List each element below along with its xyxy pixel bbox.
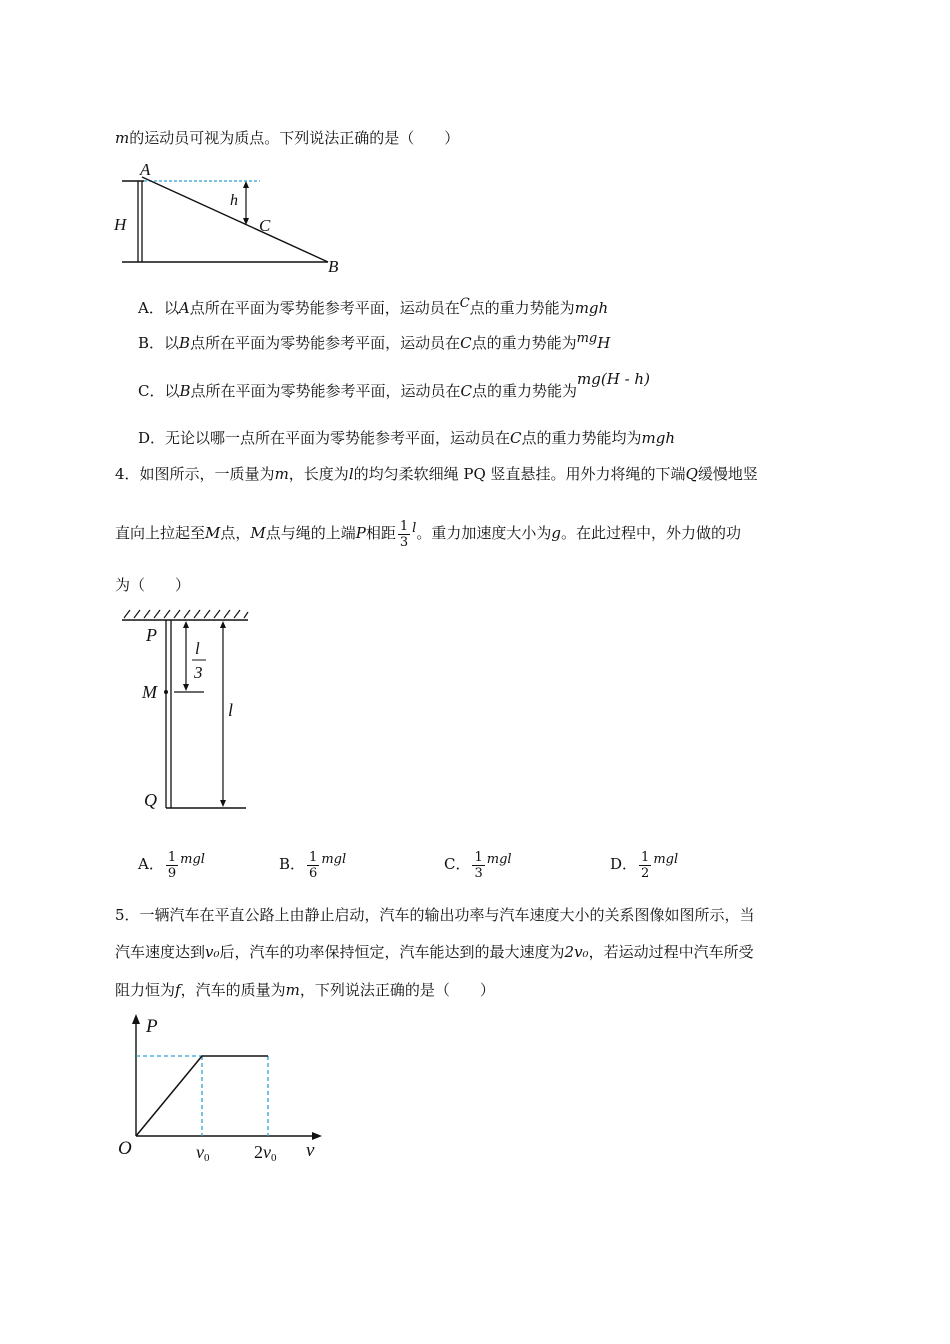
q3-figure xyxy=(110,158,350,278)
q4-ceiling-hatch xyxy=(124,610,248,618)
q5-tick-v0: v0 xyxy=(196,1142,210,1164)
q3-option-b[interactable]: B．以B点所在平面为零势能参考平面，运动员在C点的重力势能为mgH xyxy=(138,331,611,352)
q4-option-b[interactable]: B． $\frac{1}{6}$ mgl xyxy=(279,849,347,881)
q3-label-B: B xyxy=(328,257,339,276)
q3-label-C: C xyxy=(259,216,271,235)
q4-label-l: l xyxy=(228,700,234,720)
q5-x-label: v xyxy=(306,1140,315,1161)
q4-figure xyxy=(118,608,258,818)
q3-option-a-letter: A． xyxy=(138,299,164,317)
q5-x-axis-arrow xyxy=(312,1132,322,1140)
q3-stem xyxy=(115,127,459,149)
q4-stem-line1: 4．如图所示，一质量为m，长度为l的均匀柔软细绳 PQ 竖直悬挂。用外力将绳的下端Q缓慢地竖 xyxy=(115,465,758,483)
q3-h-arrow-top xyxy=(243,181,249,188)
q4-label-Q: Q xyxy=(144,790,157,810)
q5-stem-line1: 5．一辆汽车在平直公路上由静止启动，汽车的输出功率与汽车速度大小的关系图像如图所示，当 xyxy=(115,906,755,924)
q3-option-d[interactable]: D．无论以哪一点所在平面为零势能参考平面，运动员在C点的重力势能均为mgh xyxy=(138,429,676,447)
q4-label-l3-den: 3 xyxy=(194,663,203,682)
q5-y-label: P xyxy=(146,1016,158,1037)
q3-label-A: A xyxy=(140,160,151,179)
q4-option-a[interactable]: A． $\frac{1}{9}$ mgl xyxy=(138,849,205,881)
q3-stem-var: m xyxy=(115,129,130,147)
q4-label-l3-num: l xyxy=(195,639,200,658)
q5-y-axis-arrow xyxy=(132,1014,140,1024)
q3-label-H: H xyxy=(114,215,127,234)
q4-point-M xyxy=(164,690,168,694)
q3-option-c[interactable]: C．以B点所在平面为零势能参考平面，运动员在C点的重力势能为mg(H - h) xyxy=(138,370,650,400)
q3-option-d-answer: mgh xyxy=(641,429,676,447)
q5-tick-2v0: 2v0 xyxy=(254,1142,277,1164)
q3-option-b-letter: B． xyxy=(138,334,165,352)
q3-option-a-answer: mgh xyxy=(574,299,609,317)
q3-option-c-letter: C． xyxy=(138,382,165,400)
q4-label-P: P xyxy=(146,625,157,645)
q3-label-h: h xyxy=(230,192,238,209)
q3-stem-text: 的运动员可视为质点。下列说法正确的是（ ） xyxy=(129,129,460,147)
q3-option-b-answer: H xyxy=(597,334,611,352)
q5-chart xyxy=(110,1012,330,1167)
q5-stem-line2: 汽车速度达到v₀后，汽车的功率保持恒定，汽车能达到的最大速度为2v₀，若运动过程中汽车所受 xyxy=(115,943,754,961)
q5-stem-line3: 阻力恒为f，汽车的质量为m，下列说法正确的是（ ） xyxy=(115,981,495,999)
q3-option-d-letter: D． xyxy=(138,429,166,447)
q4-option-c[interactable]: C． $\frac{1}{3}$ mgl xyxy=(444,849,512,881)
q5-origin-label: O xyxy=(118,1138,132,1159)
q4-stem-line3: 为（ ） xyxy=(115,576,191,594)
q4-label-M: M xyxy=(142,682,157,702)
q4-stem-line2: 直向上拉起至M点，M点与绳的上端P相距 $\frac{1}{3}$ l。重力加速度大小为g。在此过程中，外力做的功 xyxy=(115,518,741,550)
q4-fraction: $\frac{1}{3}$ xyxy=(399,518,409,550)
q3-slope-line xyxy=(142,177,328,262)
q3-option-c-answer: mg(H - h) xyxy=(577,370,650,388)
q4-option-d[interactable]: D． $\frac{1}{2}$ mgl xyxy=(610,849,679,881)
q5-series-line xyxy=(136,1056,268,1136)
q3-option-a[interactable]: A．以A点所在平面为零势能参考平面，运动员在C点的重力势能为mgh xyxy=(138,296,609,317)
